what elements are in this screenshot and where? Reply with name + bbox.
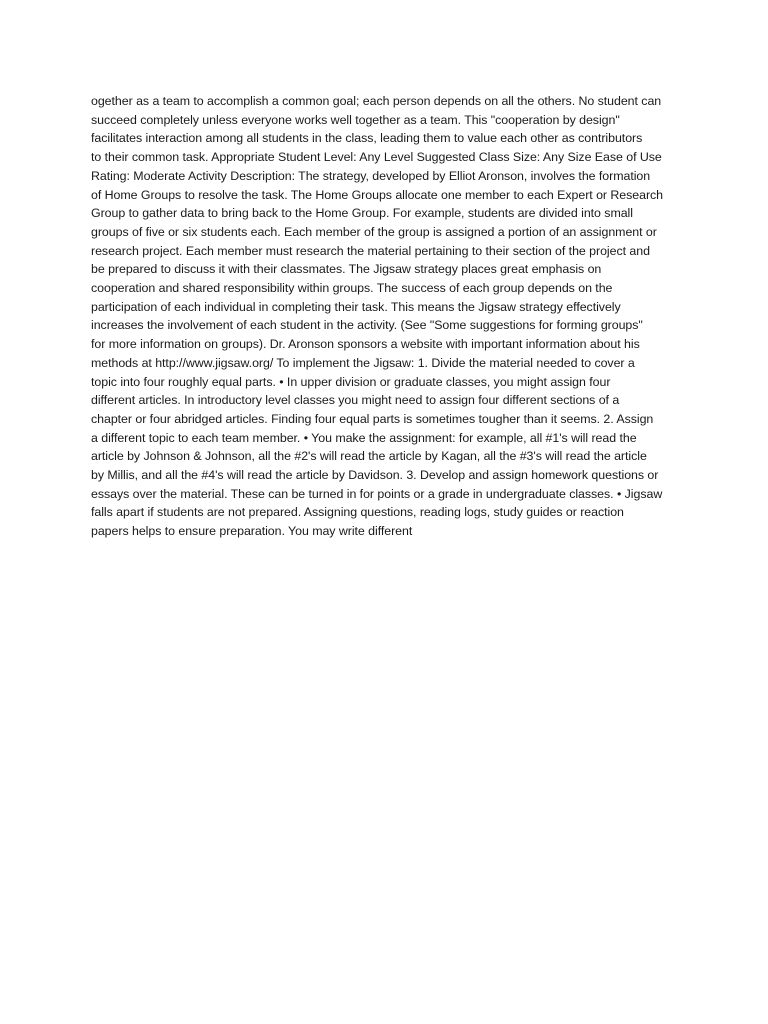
text-line: Rating: Moderate Activity Description: The strategy, developed by Elliot Aronson, involves the formation [91, 168, 651, 183]
text-line: topic into four roughly equal parts. • In upper division or graduate classes, you might assign four [91, 374, 611, 389]
text-line: to their common task. Appropriate Student Level: Any Level Suggested Class Size: Any Size Ease of Use [91, 150, 662, 165]
text-line: cooperation and shared responsibility within groups. The success of each group depends on the [91, 281, 613, 296]
text-line: by Millis, and all the #4's will read the article by Davidson. 3. Develop and assign homework questions or [91, 468, 659, 483]
text-line: participation of each individual in completing their task. This means the Jigsaw strategy effectively [91, 299, 621, 314]
text-line: article by Johnson & Johnson, all the #2's will read the article by Kagan, all the #3's will read the article [91, 449, 647, 464]
text-line: groups of five or six students each. Each member of the group is assigned a portion of an assignment or [91, 224, 657, 239]
text-line: a different topic to each team member. • You make the assignment: for example, all #1's will read the [91, 430, 637, 445]
text-line: chapter or four abridged articles. Finding four equal parts is sometimes tougher than it seems. 2. Assign [91, 411, 654, 426]
text-line: different articles. In introductory level classes you might need to assign four different sections of a [91, 393, 620, 408]
text-line: be prepared to discuss it with their classmates. The Jigsaw strategy places great emphasis on [91, 262, 602, 277]
text-line: for more information on groups). Dr. Aronson sponsors a website with important information about his [91, 337, 640, 352]
text-line: facilitates interaction among all students in the class, leading them to value each other as contributors [91, 131, 643, 146]
text-line: ogether as a team to accomplish a common goal; each person depends on all the others. No student can [91, 94, 662, 108]
text-line: succeed completely unless everyone works well together as a team. This "cooperation by design" [91, 112, 620, 127]
text-line: of Home Groups to resolve the task. The Home Groups allocate one member to each Expert or Research [91, 187, 664, 202]
text-line: increases the involvement of each student in the activity. (See "Some suggestions for forming groups" [91, 318, 643, 333]
text-line: falls apart if students are not prepared. Assigning questions, reading logs, study guides or reaction [91, 505, 624, 520]
text-line: methods at http://www.jigsaw.org/ To implement the Jigsaw: 1. Divide the material needed to cover a [91, 355, 635, 370]
text-line: papers helps to ensure preparation. You may write different [91, 524, 413, 539]
text-line: research project. Each member must research the material pertaining to their section of the project and [91, 243, 650, 258]
text-line: Group to gather data to bring back to the Home Group. For example, students are divided into small [91, 206, 633, 221]
text-line: essays over the material. These can be turned in for points or a grade in undergraduate classes. • Jigsaw [91, 486, 663, 501]
body-text [91, 92, 691, 541]
